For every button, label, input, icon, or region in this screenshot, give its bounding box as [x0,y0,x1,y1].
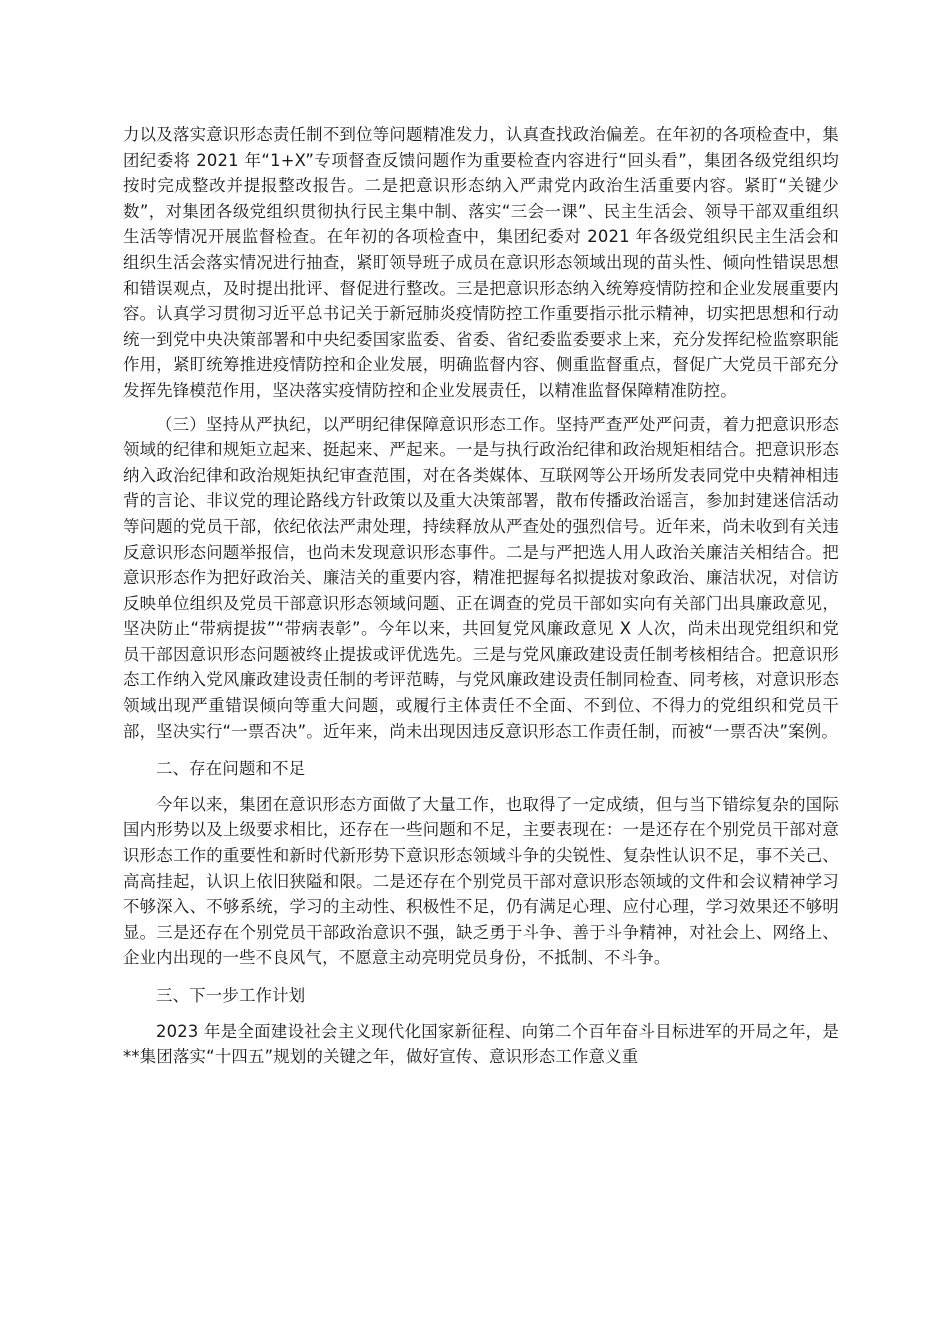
body-paragraph-4: 2023 年是全面建设社会主义现代化国家新征程、向第二个百年奋斗目标进军的开局之年，是**集团落实“十四五”规划的关键之年，做好宣传、意识形态工作意义重 [123,1021,839,1067]
section-heading-2: 二、存在问题和不足 [156,759,306,779]
body-paragraph-1: 力以及落实意识形态责任制不到位等问题精准发力，认真查找政治偏差。在年初的各项检查中，集团纪委将 2021 年“1+X”专项督查反馈问题作为重要检查内容进行“回头看”，集团各级党组织均按时完成整改并提报整改报告。二是把意识形态纳入严肃党内政治生活重要内容。紧盯“关键少数”，对集团各级党组织贯彻执行民主集中制、落实“三会一课”、民主生活会、领导干部双重组织生活等情况开展监督检查。在年初的各项检查中，集团纪委对 2021 年各级党组织民主生活会和组织生活会落实情况进行抽查，紧盯领导班子成员在意识形态领域出现的苗头性、倾向性错误思想和错误观点，及时提出批评、督促进行整改。三是把意识形态纳入统筹疫情防控和企业发展重要内容。认真学习贯彻习近平总书记关于新冠肺炎疫情防控工作重要指示批示精神，切实把思想和行动统一到党中央决策部署和中央纪委国家监委、省委、省纪委监委要求上来，充分发挥纪检监察职能作用，紧盯统筹推进疫情防控和企业发展，明确监督内容、侧重监督重点，督促广大党员干部充分发挥先锋模范作用，坚决落实疫情防控和企业发展责任，以精准监督保障精准防控。 [123,125,839,400]
body-paragraph-3: 今年以来，集团在意识形态方面做了大量工作，也取得了一定成绩，但与当下错综复杂的国际国内形势以及上级要求相比，还存在一些问题和不足，主要表现在：一是还存在个别党员干部对意识形态工作的重要性和新时代新形势下意识形态领域斗争的尖锐性、复杂性认识不足，事不关己、高高挂起，认识上依旧狭隘和限。二是还存在个别党员干部对意识形态领域的文件和会议精神学习不够深入、不够系统，学习的主动性、积极性不足，仍有满足心理、应付心理，学习效果还不够明显。三是还存在个别党员干部政治意识不强，缺乏勇于斗争、善于斗争精神，对社会上、网络上、企业内出现的一些不良风气，不愿意主动亮明党员身份，不抵制、不斗争。 [123,794,839,968]
document-page [123,122,839,1070]
section-heading-3: 三、下一步工作计划 [156,986,306,1005]
body-paragraph-2: （三）坚持从严执纪，以严明纪律保障意识形态工作。坚持严查严处严问责，着力把意识形态领域的纪律和规矩立起来、挺起来、严起来。一是与执行政治纪律和政治规矩相结合。把意识形态纳入政治纪律和政治规矩执纪审查范围，对在各类媒体、互联网等公开场所发表同党中央精神相违背的言论、非议党的理论路线方针政策以及重大决策部署，散布传播政治谣言，参加封建迷信活动等问题的党员干部，依纪依法严肃处理，持续释放从严查处的强烈信号。近年来，尚未收到有关违反意识形态问题举报信，也尚未发现意识形态事件。二是与严把选人用人政治关廉洁关相结合。把意识形态作为把好政治关、廉洁关的重要内容，精准把握每名拟提拔对象政治、廉洁状况，对信访反映单位组织及党员干部意识形态领域问题、正在调查的党员干部如实向有关部门出具廉政意见，坚决防止“带病提拔”“带病表彰”。今年以来，共回复党风廉政意见 X 人次，尚未出现党组织和党员干部因意识形态问题被终止提拔或评优选先。三是与党风廉政建设责任制考核相结合。把意识形态工作纳入党风廉政建设责任制的考评范畴，与党风廉政建设责任制同检查、同考核，对意识形态领域出现严重错误倾向等重大问题，或履行主体责任不全面、不到位、不得力的党组织和党员干部，坚决实行“一票否决”。近年来，尚未出现因违反意识形态工作责任制，而被“一票否决”案例。 [123,414,839,741]
